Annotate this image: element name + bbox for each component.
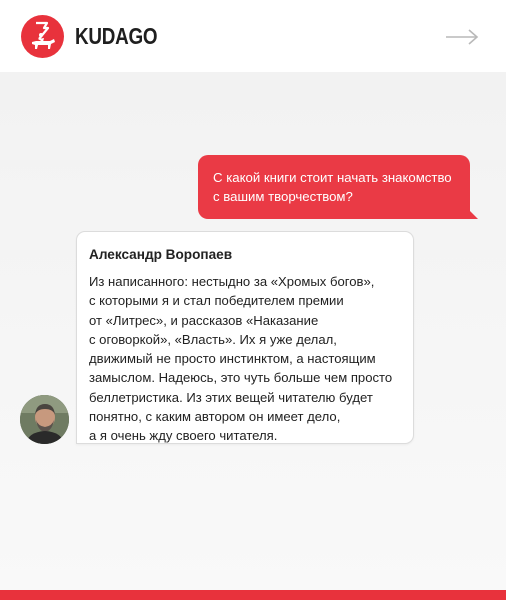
question-bubble <box>198 155 470 219</box>
answer-line: а я очень жду своего читателя. <box>89 428 278 444</box>
author-photo-icon <box>20 395 69 444</box>
answer-line: Из написанного: нестыдно за «Хромых богов», <box>89 274 375 289</box>
author-name: Александр Воропаев <box>89 247 233 262</box>
answer-line: с которыми я и стал победителем премии <box>89 293 344 309</box>
answer-line: от «Литрес», и рассказов «Наказание <box>89 312 319 328</box>
next-button[interactable] <box>444 26 480 48</box>
answer-line: движимый не просто инстинктом, а настоящим <box>89 351 376 367</box>
header <box>0 0 506 72</box>
question-line: С какой книги стоит начать знакомство <box>213 170 452 185</box>
answer-line: замыслом. Надеюсь, это чуть больше чем просто <box>89 370 393 386</box>
horse-rider-icon <box>21 15 64 58</box>
footer-bar <box>0 590 506 600</box>
question-line: с вашим творчеством? <box>213 189 353 204</box>
answer-line: понятно, с каким автором он имеет дело, <box>89 409 341 425</box>
answer-bubble <box>76 231 414 444</box>
bubble-tail <box>468 209 478 219</box>
avatar <box>20 395 69 444</box>
logo-text[interactable]: KUDAGO <box>75 23 158 49</box>
kudago-logo-icon[interactable] <box>21 15 64 58</box>
answer-text <box>89 272 401 446</box>
arrow-right-icon <box>444 26 480 48</box>
answer-line: беллетристика. Из этих вещей читателю будет <box>89 389 373 405</box>
answer-line: с оговоркой», «Власть». Их я уже делал, <box>89 331 337 347</box>
